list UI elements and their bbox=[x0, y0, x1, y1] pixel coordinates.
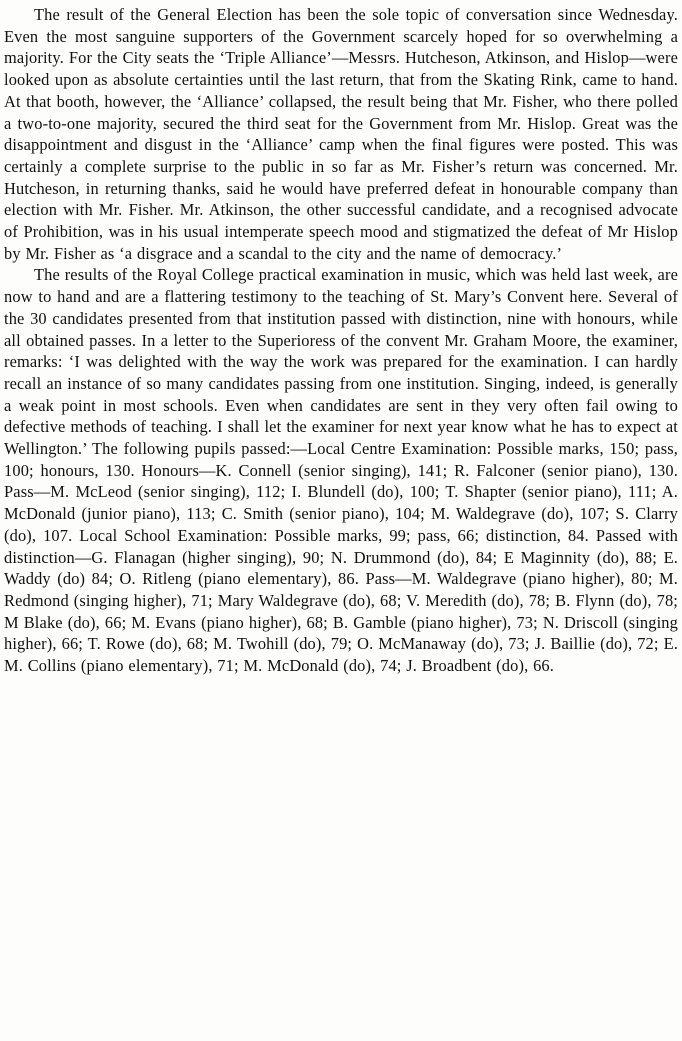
music-exam-paragraph: The results of the Royal College practical examination in music, which was held last week, are now to hand and are a flattering testimony to the teaching of St. Mary’s Convent here. Several of the 30 candidates presented from that institution passed with distinction, nine with honours, while all obtained passes. In a letter to the Superioress of the convent Mr. Graham Moore, the examiner, remarks: ‘I was delighted with the way the work was prepared for the examination. I can hardly recall an instance of so many candidates passing from one institution. Singing, indeed, is generally a weak point in most schools. Even when candidates are sent in they very often fail owing to defective methods of teaching. I shall let the examiner for next year know what he has to expect at Wellington.’ The following pupils passed:—Local Centre Examination: Possible marks, 150; pass, 100; honours, 130. Honours—K. Connell (senior singing), 141; R. Falconer (senior piano), 130. Pass—M. McLeod (senior singing), 112; I. Blundell (do), 100; T. Shapter (senior piano), 111; A. McDonald (junior piano), 113; C. Smith (senior piano), 104; M. Waldegrave (do), 107; S. Clarry (do), 107. Local School Examination: Possible marks, 99; pass, 66; distinction, 84. Passed with distinction—G. Flanagan (higher singing), 90; N. Drummond (do), 84; E Maginnity (do), 88; E. Waddy (do) 84; O. Ritleng (piano elementary), 86. Pass—M. Waldegrave (piano higher), 80; M. Redmond (singing higher), 71; Mary Waldegrave (do), 68; V. Meredith (do), 78; B. Flynn (do), 78; M Blake (do), 66; M. Evans (piano higher), 68; B. Gamble (piano higher), 73; N. Driscoll (singing higher), 66; T. Rowe (do), 68; M. Twohill (do), 79; O. McManaway (do), 73; J. Baillie (do), 72; E. M. Collins (piano elementary), 71; M. McDonald (do), 74; J. Broadbent (do), 66. bbox=[4, 265, 678, 676]
election-paragraph: The result of the General Election has been the sole topic of conversation since Wednesday. Even the most sanguine supporters of the Government scarcely hoped for so overwhelming a majority. For the City seats the ‘Triple Alliance’—Messrs. Hutcheson, Atkinson, and Hislop—were looked upon as absolute certainties until the last return, that from the Skating Rink, came to hand. At that booth, however, the ‘Alliance’ collapsed, the result being that Mr. Fisher, who there polled a two-to-one majority, secured the third seat for the Government from Mr. Hislop. Great was the disappointment and disgust in the ‘Alliance’ camp when the final figures were posted. This was certainly a complete surprise to the public in so far as Mr. Fisher’s return was concerned. Mr. Hutcheson, in returning thanks, said he would have preferred defeat in honourable company than election with Mr. Fisher. Mr. Atkinson, the other successful candidate, and a recognised advocate of Prohibition, was in his usual intemperate speech mood and stigmatized the defeat of Mr Hislop by Mr. Fisher as ‘a disgrace and a scandal to the city and the name of democracy.’ bbox=[4, 5, 678, 263]
